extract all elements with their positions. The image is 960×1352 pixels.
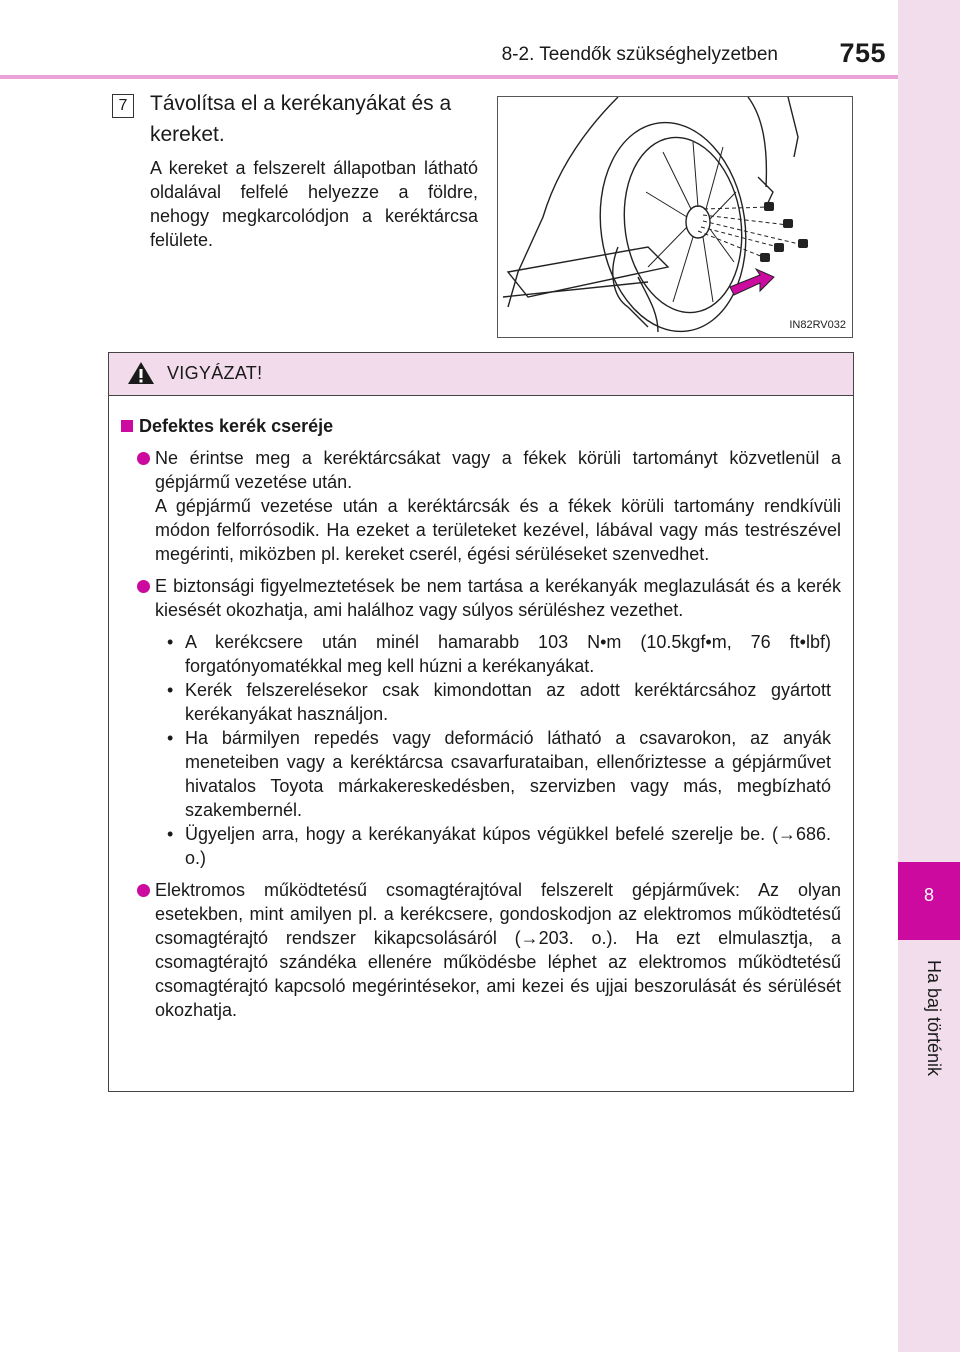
step-description: A kereket a felszerelt állapotban látható oldalával felfelé helyezze a földre, nehogy megkarcolódjon a keréktárcsa felülete.	[150, 158, 478, 250]
caution-box	[108, 352, 854, 1092]
bullet-text: Elektromos működtetésű csomagtérajtóval felszerelt gépjárművek: Az olyan esetekben, mint amilyen pl. a kerékcsere, gondoskodjon az elektromos működtetésű csomagtérajtó rendszer kikapcsolásáról (→203. o.). Ha ezt elmulasztja, a csomagtérajtó szándéka ellenére működésbe léphet az elektromos működtetésű csomagtérajtó kapcsoló megérintésekor, ami kezei és ujjai beszorulását és sérülését okozhatja.	[155, 880, 841, 1020]
page-number: 755	[839, 38, 886, 68]
section-heading-text: Defektes kerék cseréje	[139, 416, 334, 436]
wheel-removal-illustration	[497, 96, 853, 338]
section-heading	[121, 414, 841, 438]
header-rule	[0, 75, 898, 79]
caution-bullet	[121, 878, 841, 1022]
chapter-number-tab[interactable]: 8	[898, 862, 960, 940]
sub-item: • A kerékcsere után minél hamarabb 103 N•m (10.5kgf•m, 76 ft•lbf) forgatónyomatékkal meg kell húzni a kerékanyákat.	[155, 630, 841, 678]
circle-bullet-icon	[137, 884, 150, 897]
bullet-text: Ne érintse meg a keréktárcsákat vagy a fékek körüli tartományt közvetlenül a gépjármű vezetése után.	[155, 448, 841, 492]
caution-body	[109, 396, 853, 1022]
sub-item: • Ügyeljen arra, hogy a kerékanyákat kúpos végükkel befelé szerelje be. (→686. o.)	[155, 822, 841, 870]
header-section-title: 8-2. Teendők szükséghelyzetben	[501, 44, 778, 65]
figure-code: IN82RV032	[789, 319, 846, 331]
square-bullet-icon	[121, 420, 133, 432]
step-title: Távolítsa el a kerékanyákat és a kereket.	[150, 92, 452, 146]
circle-bullet-icon	[137, 452, 150, 465]
sub-item: • Ha bármilyen repedés vagy deformáció látható a csavarokon, az anyák meneteiben vagy a keréktárcsa csavarfurataiban, ellenőriztesse a gépjárművet hivatalos Toyota márkakereskedésben, szervizben vagy más, megbízható szakembernél.	[155, 726, 841, 822]
bullet-text: A gépjármű vezetése után a keréktárcsák és a fékek körüli tartomány rendkívüli módon felforrósodik. Ha ezeket a területeket kezével, lábával vagy más testrészével megérinti, miközben pl. kereket cserél, égési sérüléseket szenvedhet.	[155, 496, 841, 564]
circle-bullet-icon	[137, 580, 150, 593]
caution-bullet	[121, 446, 841, 566]
caution-title: VIGYÁZAT!	[167, 363, 263, 383]
wheel-removal-drawing	[498, 97, 852, 337]
bullet-text: E biztonsági figyelmeztetések be nem tartása a kerékanyák meglazulását és a kerék kiesését okozhatja, ami halálhoz vagy súlyos sérüléshez vezethet.	[155, 576, 841, 620]
caution-header	[109, 353, 853, 396]
step-number: 7	[112, 94, 134, 118]
caution-bullet	[121, 574, 841, 870]
sub-item: • Kerék felszerelésekor csak kimondottan az adott keréktárcsához gyártott kerékanyákat használjon.	[155, 678, 841, 726]
chapter-side-tab	[898, 0, 960, 1352]
sub-item-list	[155, 630, 841, 870]
chapter-title: Ha baj történik	[924, 960, 944, 1077]
warning-triangle-icon	[127, 361, 155, 385]
